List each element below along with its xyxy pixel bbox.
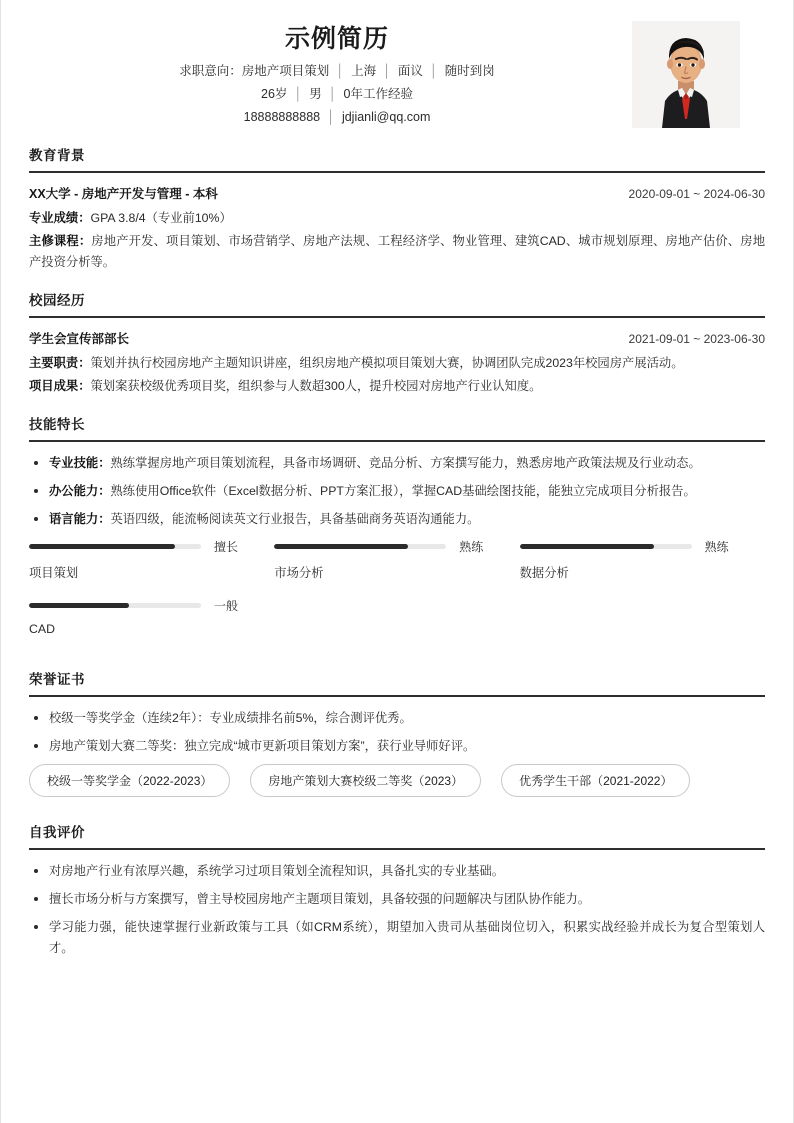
section-divider bbox=[29, 316, 765, 318]
skill-item-label: 办公能力： bbox=[49, 484, 111, 498]
honors-list bbox=[29, 708, 765, 757]
list-item: 房地产策划大赛二等奖：独立完成“城市更新项目策划方案”，获行业导师好评。 bbox=[29, 736, 765, 757]
campus-duty-row bbox=[29, 353, 765, 374]
skill-bar-item bbox=[274, 538, 519, 581]
separator-icon: │ bbox=[327, 110, 335, 124]
section-title-education: 教育背景 bbox=[29, 148, 85, 163]
intent-salary: 面议 bbox=[397, 64, 423, 78]
personal-age: 26岁 bbox=[261, 87, 288, 101]
campus-result-label: 项目成果： bbox=[29, 379, 91, 393]
skill-bar-item bbox=[29, 538, 274, 581]
skill-item-text: 熟练掌握房地产项目策划流程，具备市场调研、竞品分析、方案撰写能力，熟悉房地产政策法规及行业动态。 bbox=[110, 456, 701, 470]
section-campus-experience bbox=[29, 289, 765, 397]
skill-bar-row bbox=[274, 538, 519, 555]
section-self-evaluation bbox=[29, 821, 765, 959]
separator-icon: │ bbox=[336, 64, 345, 78]
skill-bar-item bbox=[520, 538, 765, 581]
education-school: XX大学 - 房地产开发与管理 - 本科 bbox=[29, 187, 218, 201]
page-title: 示例简历 bbox=[284, 25, 389, 53]
intent-position: 房地产项目策划 bbox=[241, 64, 330, 78]
resume-header bbox=[29, 0, 765, 128]
separator-icon: │ bbox=[429, 64, 438, 78]
education-gpa-value: GPA 3.8/4（专业前10%） bbox=[90, 211, 232, 225]
contact-phone: 18888888888 bbox=[243, 110, 321, 124]
self-evaluation-list bbox=[29, 861, 765, 959]
section-title-honors: 荣誉证书 bbox=[29, 672, 85, 687]
separator-icon: │ bbox=[383, 64, 391, 78]
education-gpa-row bbox=[29, 208, 765, 229]
skill-level-label: 一般 bbox=[214, 599, 239, 613]
contact-email: jdjianli@qq.com bbox=[341, 110, 431, 124]
campus-duty-value: 策划并执行校园房地产主题知识讲座，组织房地产模拟项目策划大赛，协调团队完成2023年校园房产展活动。 bbox=[90, 356, 684, 370]
skill-bars-grid bbox=[29, 538, 765, 652]
separator-icon: │ bbox=[328, 87, 337, 101]
skill-item-text: 英语四级，能流畅阅读英文行业报告，具备基础商务英语沟通能力。 bbox=[110, 512, 480, 526]
separator-icon: │ bbox=[294, 87, 303, 101]
education-entry-head bbox=[29, 184, 765, 202]
skill-name-label: 项目策划 bbox=[29, 566, 79, 580]
list-item bbox=[29, 453, 765, 474]
list-item: 学习能力强，能快速掌握行业新政策与工具（如CRM系统），期望加入贵司从基础岗位切入，积累实战经验并成长为复合型策划人才。 bbox=[29, 917, 765, 959]
skill-progress-fill bbox=[29, 544, 175, 549]
skill-name-label: 数据分析 bbox=[519, 566, 569, 580]
list-item bbox=[29, 481, 765, 502]
campus-role: 学生会宣传部部长 bbox=[29, 332, 130, 346]
education-gpa-label: 专业成绩： bbox=[29, 211, 91, 225]
campus-date: 2021-09-01 ~ 2023-06-30 bbox=[628, 332, 765, 346]
skill-level-label: 擅长 bbox=[214, 540, 239, 554]
intent-label: 求职意向： bbox=[179, 64, 242, 78]
list-item bbox=[29, 509, 765, 530]
education-courses-row bbox=[29, 231, 765, 273]
section-divider bbox=[29, 695, 765, 697]
list-item: 校级一等奖学金（连续2年）：专业成绩排名前5%，综合测评优秀。 bbox=[29, 708, 765, 729]
skill-item-label: 专业技能： bbox=[49, 456, 111, 470]
skill-progress-fill bbox=[29, 603, 129, 608]
avatar bbox=[632, 21, 740, 128]
skill-level-label: 熟练 bbox=[459, 540, 484, 554]
skill-item-text: 熟练使用Office软件（Excel数据分析、PPT方案汇报），掌握CAD基础绘图技能，能独立完成项目分析报告。 bbox=[110, 484, 696, 498]
skill-progress-track bbox=[29, 603, 201, 608]
section-divider bbox=[29, 440, 765, 442]
skill-bar-item bbox=[29, 597, 274, 636]
status-badge: 房地产策划大赛校级二等奖（2023） bbox=[250, 764, 481, 797]
status-badge: 优秀学生干部（2021-2022） bbox=[501, 764, 690, 797]
section-honors bbox=[29, 668, 765, 805]
section-divider bbox=[29, 848, 765, 850]
section-title-campus: 校园经历 bbox=[29, 293, 85, 308]
skills-list bbox=[29, 453, 765, 530]
section-education bbox=[29, 144, 765, 273]
campus-duty-label: 主要职责： bbox=[29, 356, 91, 370]
skill-level-label: 熟练 bbox=[704, 540, 729, 554]
intent-city: 上海 bbox=[351, 64, 377, 78]
skill-name-label: 市场分析 bbox=[274, 566, 324, 580]
honor-tags bbox=[29, 764, 765, 805]
skill-bar-row bbox=[29, 597, 274, 614]
skill-progress-track bbox=[29, 544, 201, 549]
skill-name-label: CAD bbox=[29, 622, 55, 636]
section-title-skills: 技能特长 bbox=[29, 417, 85, 432]
section-divider bbox=[29, 171, 765, 173]
education-date: 2020-09-01 ~ 2024-06-30 bbox=[628, 187, 765, 201]
education-courses-label: 主修课程： bbox=[29, 234, 92, 248]
skill-item-label: 语言能力： bbox=[49, 512, 111, 526]
section-title-self-evaluation: 自我评价 bbox=[29, 825, 85, 840]
campus-result-row bbox=[29, 376, 765, 397]
section-skills bbox=[29, 413, 765, 652]
skill-progress-fill bbox=[520, 544, 654, 549]
intent-availability: 随时到岗 bbox=[444, 64, 495, 78]
list-item: 对房地产行业有浓厚兴趣，系统学习过项目策划全流程知识，具备扎实的专业基础。 bbox=[29, 861, 765, 882]
skill-progress-track bbox=[274, 544, 446, 549]
list-item: 擅长市场分析与方案撰写，曾主导校园房地产主题项目策划，具备较强的问题解决与团队协作能力。 bbox=[29, 889, 765, 910]
skill-bar-row bbox=[520, 538, 765, 555]
campus-result-value: 策划案获校级优秀项目奖，组织参与人数超300人，提升校园对房地产行业认知度。 bbox=[90, 379, 542, 393]
skill-progress-track bbox=[520, 544, 692, 549]
portrait-illustration-icon bbox=[632, 21, 740, 128]
skill-bar-row bbox=[29, 538, 274, 555]
campus-entry-head bbox=[29, 329, 765, 347]
personal-gender: 男 bbox=[309, 87, 322, 101]
personal-experience: 0年工作经验 bbox=[343, 87, 413, 101]
skill-progress-fill bbox=[274, 544, 408, 549]
status-badge: 校级一等奖学金（2022-2023） bbox=[29, 764, 230, 797]
education-courses-value: 房地产开发、项目策划、市场营销学、房地产法规、工程经济学、物业管理、建筑CAD、城市规划原理、房地产估价、房地产投资分析等。 bbox=[29, 234, 765, 269]
